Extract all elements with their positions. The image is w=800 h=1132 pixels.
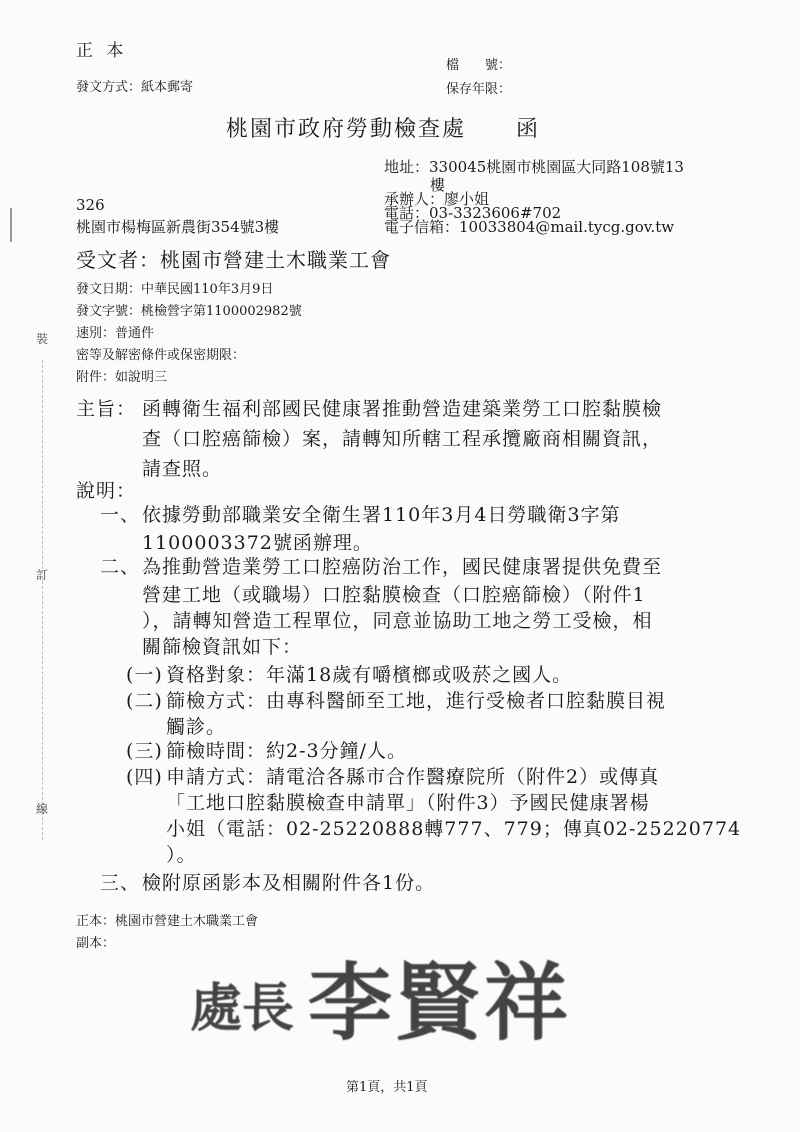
subject-line-2: 查（口腔癌篩檢）案，請轉知所轄工程承攬廠商相關資訊， bbox=[142, 428, 663, 450]
document-type: 函 bbox=[516, 117, 541, 142]
phone: 電話：03-3323606#702 bbox=[384, 204, 562, 222]
subitem-2-number: (二) bbox=[126, 690, 163, 712]
address-line-1: 地址：330045桃園市桃園區大同路108號13 bbox=[384, 158, 684, 176]
item-2-line-4: 關篩檢資訊如下： bbox=[142, 636, 303, 658]
item-1-line-1: 依據勞動部職業安全衛生署110年3月4日勞職衛3字第 bbox=[142, 504, 621, 526]
recipient-street: 桃園市楊梅區新農街354號3樓 bbox=[76, 218, 280, 236]
explanation-label: 說明： bbox=[76, 480, 137, 502]
binding-mark-bottom: 線 bbox=[36, 802, 49, 816]
secrecy: 密等及解密條件或保密期限： bbox=[76, 348, 246, 363]
copy-recipient: 副本： bbox=[76, 936, 116, 951]
original-recipient: 正本：桃園市營建土木職業工會 bbox=[76, 914, 259, 929]
subitem-3-line-1: 篩檢時間：約2-3分鐘/人。 bbox=[166, 740, 407, 762]
subitem-3-number: (三) bbox=[126, 740, 163, 762]
subitem-4-line-1: 申請方式：請電洽各縣市合作醫療院所（附件2）或傳真 bbox=[166, 766, 660, 788]
subject-line-1: 函轉衛生福利部國民健康署推動營造建築業勞工口腔黏膜檢 bbox=[142, 398, 663, 420]
binding-mark-middle: 訂 bbox=[36, 568, 49, 582]
subject-label: 主旨： bbox=[76, 398, 137, 420]
send-method: 發文方式：紙本郵寄 bbox=[76, 80, 194, 95]
addressee: 受文者：桃園市營建土木職業工會 bbox=[76, 248, 391, 272]
copy-mark: 正 本 bbox=[76, 41, 128, 61]
subitem-4-number: (四) bbox=[126, 766, 163, 788]
postal-code: 326 bbox=[76, 196, 105, 214]
item-2-line-2: 營建工地（或職場）口腔黏膜檢查（口腔癌篩檢）（附件1 bbox=[142, 584, 646, 606]
subitem-2-line-1: 篩檢方式：由專科醫師至工地，進行受檢者口腔黏膜目視 bbox=[166, 690, 667, 712]
document-title bbox=[226, 112, 540, 143]
subitem-1-line-1: 資格對象：年滿18歲有嚼檳榔或吸菸之國人。 bbox=[166, 664, 573, 686]
email: 電子信箱：10033804@mail.tycg.gov.tw bbox=[384, 218, 675, 236]
subitem-4-line-4: ）。 bbox=[166, 844, 197, 866]
subitem-4-line-2: 「工地口腔黏膜檢查申請單」（附件3）予國民健康署楊 bbox=[166, 792, 650, 814]
subject-line-3: 請查照。 bbox=[142, 458, 223, 480]
subitem-4-line-3: 小姐（電話：02-25220888轉777、779；傳真02-25220774 bbox=[166, 818, 742, 840]
scan-artifact bbox=[10, 208, 12, 242]
retention-label: 保存年限： bbox=[446, 82, 512, 97]
file-number-label: 檔 號： bbox=[446, 58, 512, 73]
item-3-number: 三、 bbox=[100, 872, 141, 894]
document-number: 發文字號：桃檢營字第1100002982號 bbox=[76, 304, 302, 319]
handler: 承辦人：廖小姐 bbox=[384, 190, 490, 208]
item-2-number: 二、 bbox=[100, 556, 141, 578]
subitem-1-number: (一) bbox=[126, 664, 163, 686]
item-2-line-1: 為推動營造業勞工口腔癌防治工作，國民健康署提供免費至 bbox=[142, 556, 663, 578]
binding-mark-top: 裝 bbox=[36, 332, 49, 346]
item-1-number: 一、 bbox=[100, 504, 141, 526]
address-line-2: 樓 bbox=[430, 176, 446, 194]
item-2-line-3: ），請轉知營造工程單位，同意並協助工地之勞工受檢，相 bbox=[142, 610, 653, 632]
attachment: 附件：如說明三 bbox=[76, 370, 168, 385]
page-number: 第1頁，共1頁 bbox=[346, 1080, 428, 1095]
agency-name: 桃園市政府勞動檢查處 bbox=[226, 117, 467, 142]
binding-line bbox=[42, 360, 43, 840]
signature-title: 處長 bbox=[190, 978, 295, 1039]
speed: 速別：普通件 bbox=[76, 326, 155, 341]
item-1-line-2: 1100003372號函辦理。 bbox=[142, 532, 373, 554]
signature-name: 李賢祥 bbox=[308, 953, 573, 1052]
issue-date: 發文日期：中華民國110年3月9日 bbox=[76, 282, 274, 297]
item-3-line-1: 檢附原函影本及相關附件各1份。 bbox=[142, 872, 436, 894]
subitem-2-line-2: 觸診。 bbox=[166, 716, 227, 738]
